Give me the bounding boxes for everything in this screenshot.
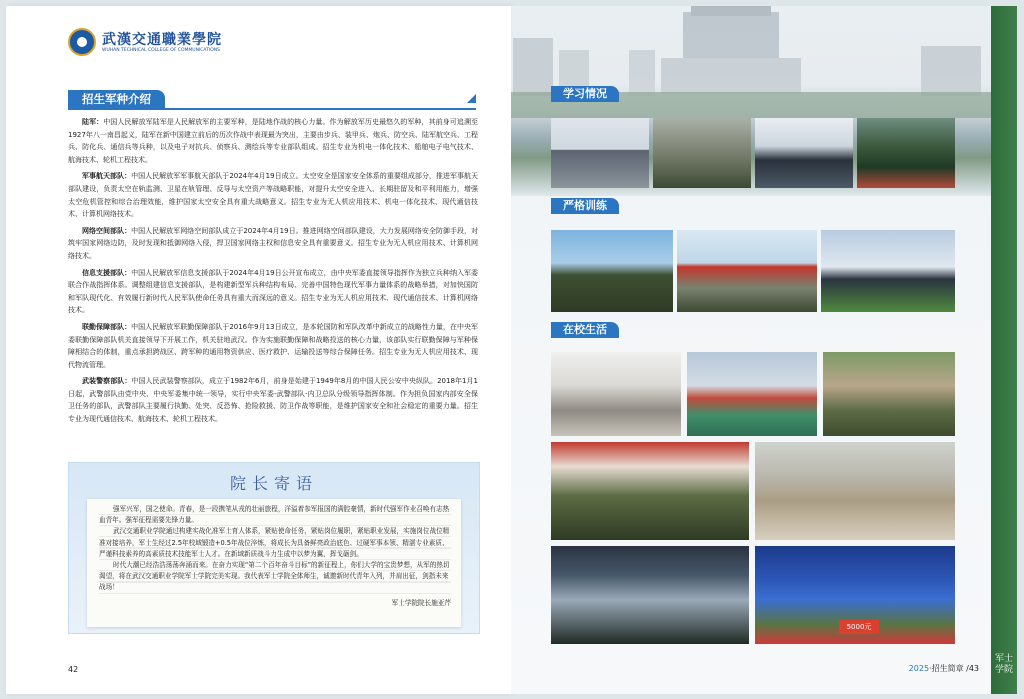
photo-tug-of-war [551, 442, 749, 540]
page-number-right: /43 [966, 664, 979, 673]
page-footer-right [909, 663, 979, 674]
section-title-study: 学习情况 [551, 86, 619, 102]
footer-label: ·招生简章 [929, 664, 964, 673]
photo-dormitory [551, 352, 681, 436]
branch-name: 陆军 [82, 118, 97, 126]
award-banner: 5000元 [839, 620, 879, 634]
photo-study-class [653, 118, 751, 188]
branch-paragraph: 信息支援部队：中国人民解放军信息支援部队于2024年4月19日公开宣布成立，由中央军委直接领导指挥作为独立兵种纳入军委联合作战指挥体系。调整组建信息支援部队，是构建新型军兵种结构布局、完善中国特色现代军事力量体系的战略举措，对加快国防和军队现代化、有效履行新时代人民军队使命任务具有重大而深远的意义。招生专业为无人机应用技术、现代通信技术、计算机网络技术。 [68, 268, 478, 315]
photo-sports-game [687, 352, 817, 436]
principal-paragraph: 强军兴军，国之使命。青春，是一段携笔从戎的壮丽旅程，洋溢着参军报国的满腔豪情，新时代强军作业召唤有志热血青年。强军征程需要先锋力量。 [99, 504, 451, 526]
branch-text: 中国人民解放军联勤保障部队于2016年9月13日成立，是本轮国防和军队改革中新成立的战略性力量，在中央军委联勤保障部队机关直接领导下开展工作，机关驻地武汉。作为实施联勤保障和战略投送的核心力量，该部队实行联勤保障与军种保障相结合的体制，重点承担跨战区、跨军种的通用物资供应、医疗救护、运输投送等综合保障任务。招生专业为无人机应用技术、现代物流管理。 [68, 322, 478, 369]
principal-message-title: 院长寄语 [229, 474, 318, 493]
branch-name: 武装警察部队 [82, 377, 125, 386]
photo-training-riot [821, 230, 955, 312]
photo-training-march [551, 230, 673, 312]
page-number-left: 42 [68, 665, 79, 674]
branch-paragraph: 联勤保障部队：中国人民解放军联勤保障部队于2016年9月13日成立，是本轮国防和军队改革中新成立的战略性力量，在中央军委联勤保障部队机关直接领导下开展工作，机关驻地武汉。作为实施联勤保障和战略投送的核心力量，该部队实行联勤保障与军种保障相结合的体制，重点承担跨战区、跨军种的通用物资供应、医疗救护、运输投送等综合保障任务。招生专业为无人机应用技术、现代物流管理。 [68, 322, 478, 369]
branch-text: 中国人民解放军陆军是人民解放军的主要军种，是陆地作战的核心力量。作为解放军历史最悠久的军种，其前身可追溯至1927年八一南昌起义，陆军在新中国建立前后的历次作战中表现最为突出，主要由步兵、装甲兵、炮兵、防空兵、陆军航空兵、工程兵、防化兵、通信兵等兵种，以及电子对抗兵、侦察兵、测绘兵等专业部队组成。招生专业为机电一体化技术、船舶电子电气技术、航海技术、轮机工程技术。 [68, 118, 479, 164]
section-title-campus-life: 在校生活 [551, 322, 619, 338]
corner-triangle-icon [467, 94, 476, 103]
photo-study-lab [551, 118, 649, 188]
photo-training-flag [677, 230, 817, 312]
principal-message-text [99, 504, 451, 607]
branch-paragraph: 武装警察部队：中国人民武装警察部队，成立于1982年6月，前身是始建于1949年8月的中国人民公安中央纵队。2018年1月1日起，武警部队由党中央、中央军委集中统一领导，实行中央军委-武警部队-内卫总队分级领导指挥体制。作为担负国家内部安全保卫任务的部队，武警部队主要履行执勤、处突、反恐怖、抢险救援、防卫作战等职能，是维护国家安全和社会稳定的重要力量。招生专业为现代通信技术、航海技术、轮机工程技术。 [68, 377, 479, 424]
branch-text: 中国人民解放军网络空间部队成立于2024年4月19日。推进网络空间部队建设，大力发展网络安全防御手段，对筑牢国家网络边防，及时发现和抵御网络入侵，捍卫国家网络主权和信息安全具有重要意义。招生专业为无人机应用技术、计算机网络技术。 [68, 226, 478, 260]
photo-award-ceremony [755, 546, 955, 644]
branch-name: 网络空间部队 [82, 226, 125, 235]
photo-obstacle-course [755, 442, 955, 540]
principal-paragraph: 武汉交通职业学院通过构建实战化准军士育人体系，紧贴使命任务，紧贴岗位履职，紧贴职业发展，实施岗位战位精准对接培养，军士生经过2.5年校域锻造+0.5年战位淬炼，将成长为具备鲜亮政治底色、过硬军事本领、精湛专业素质、严谨科技素养的高素质技术技能军士人才。在新域新质战斗力生成中以梦为翼，挥戈砺剑。 [99, 526, 451, 560]
branch-paragraph: 军事航天部队：中国人民解放军军事航天部队于2024年4月19日成立。太空安全是国家安全体系的重要组成部分，推进军事航天部队建设，负责太空在轨监测、卫星在轨管理、反导与太空资产等战略职能，对提升太空安全进入、长期驻留及和平利用能力，增强太空危机管控和综合治理效能，维护国家太空安全具有重大战略意义。招生专业为无人机应用技术、机电一体化技术、现代通信技术、计算机网络技术。 [68, 172, 478, 219]
branch-text: 中国人民解放军信息支援部队于2024年4月19日公开宣布成立，由中央军委直接领导指挥作为独立兵种纳入军委联合作战指挥体系。调整组建信息支援部队，是构建新型军兵种结构布局、完善中国特色现代军事力量体系的战略举措，对加快国防和军队现代化、有效履行新时代人民军队使命任务具有重大而深远的意义。招生专业为无人机应用技术、现代通信技术、计算机网络技术。 [68, 268, 478, 315]
branch-text: 中国人民武装警察部队，成立于1982年6月，前身是始建于1949年8月的中国人民公安中央纵队。2018年1月1日起，武警部队由党中央、中央军委集中统一领导，实行中央军委-武警部队-内卫总队分级领导指挥体制。作为担负国家内部安全保卫任务的部队，武警部队主要履行执勤、处突、反恐怖、抢险救援、防卫作战等职能，是维护国家安全和社会稳定的重要力量。招生专业为现代通信技术、航海技术、轮机工程技术。 [68, 377, 479, 424]
principal-paragraph: 时代大潮已经浩浩荡荡奔涌而来。在奋力实现“第二个百年奋斗目标”的新征程上，你们大学的宝贵梦想，从军的热切渴望，将在武汉交通职业学院军士学院完美实现。我代表军士学院全体师生，诚邀新时代青年入列，并肩出征，剑指未来战场！ [99, 560, 451, 594]
section-title: 招生军种介绍 [68, 90, 165, 108]
school-emblem-icon [68, 28, 96, 56]
branch-list [68, 116, 478, 430]
footer-year: 2025 [908, 664, 930, 673]
school-name-en: WUHAN TECHNICAL COLLEGE OF COMMUNICATIONS [102, 48, 220, 53]
branch-name: 联勤保障部队 [82, 322, 125, 331]
branch-name: 信息支援部队 [82, 268, 125, 277]
right-page [511, 6, 991, 694]
branch-paragraph: 网络空间部队：中国人民解放军网络空间部队成立于2024年4月19日。推进网络空间部队建设，大力发展网络安全防御手段，对筑牢国家网络边防，及时发现和抵御网络入侵，捍卫国家网络主权和信息安全具有重要意义。招生专业为无人机应用技术、计算机网络技术。 [68, 226, 478, 260]
section-title-bar [68, 90, 476, 110]
branch-paragraph: 陆军：中国人民解放军陆军是人民解放军的主要军种，是陆地作战的核心力量。作为解放军历史最悠久的军种，其前身可追溯至1927年八一南昌起义，陆军在新中国建立前后的历次作战中表现最为突出，主要由步兵、装甲兵、炮兵、防空兵、陆军航空兵、工程兵、防化兵、通信兵等兵种，以及电子对抗兵、侦察兵、测绘兵等专业部队组成。招生专业为机电一体化技术、船舶电子电气技术、航海技术、轮机工程技术。 [68, 118, 479, 164]
left-page [6, 6, 511, 694]
school-name: 武漢交通職業學院 [102, 32, 222, 48]
branch-name: 军事航天部队 [82, 172, 125, 181]
section-title-training: 严格训练 [551, 198, 619, 214]
photo-reading [823, 352, 955, 436]
principal-signature: 军士学院院长施亚芹 [391, 598, 451, 607]
side-tab [991, 6, 1017, 694]
side-tab-label: 军士学院 [995, 654, 1014, 675]
photo-exhibition [551, 546, 749, 644]
photo-study-formation [857, 118, 955, 188]
photo-study-computer [755, 118, 853, 188]
branch-text: 中国人民解放军军事航天部队于2024年4月19日成立。太空安全是国家安全体系的重要组成部分，推进军事航天部队建设，负责太空在轨监测、卫星在轨管理、反导与太空资产等战略职能，对提升太空安全进入、长期驻留及和平利用能力，增强太空危机管控和综合治理效能，维护国家太空安全具有重大战略意义。招生专业为无人机应用技术、机电一体化技术、现代通信技术、计算机网络技术。 [68, 172, 478, 219]
school-logo [68, 28, 228, 60]
principal-message-box [68, 462, 480, 634]
